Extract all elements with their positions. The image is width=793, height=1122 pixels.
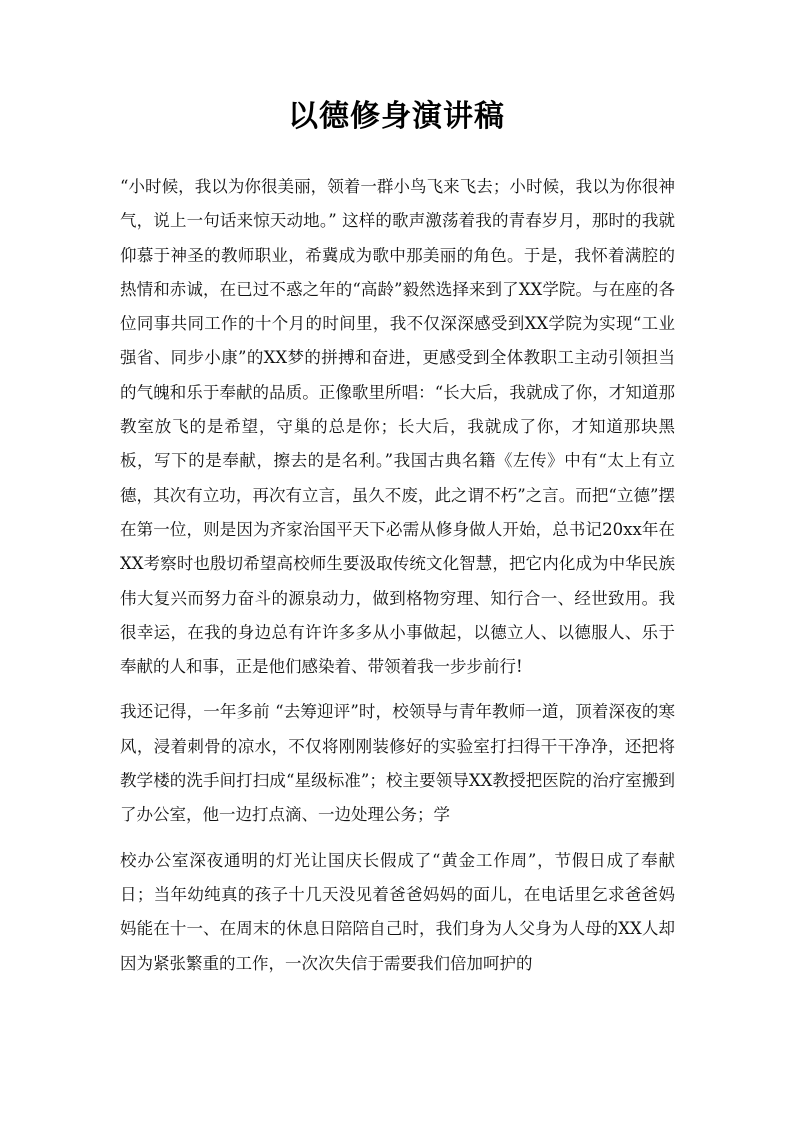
paragraph-1: “小时候，我以为你很美丽，领着一群小鸟飞来飞去；小时候，我以为你很神气，说上一句话来惊天动地。” 这样的歌声激荡着我的青春岁月，那时的我就仰慕于神圣的教师职业，希冀成为歌中那美丽的角色。于是，我怀着满腔的热情和赤诚，在已过不惑之年的“高龄”毅然选择来到了XX学院。与在座的各位同事共同工作的十个月的时间里，我不仅深深感受到XX学院为实现“工业强省、同步小康”的XX梦的拼搏和奋进，更感受到全体教职工主动引领担当的气魄和乐于奉献的品质。正像歌里所唱：“长大后，我就成了你，才知道那教室放飞的是希望，守巢的总是你；长大后，我就成了你，才知道那块黑板，写下的是奉献，擦去的是名利。”我国古典名籍《左传》中有“太上有立德，其次有立功，再次有立言，虽久不废，此之谓不朽”之言。而把“立德”摆在第一位，则是因为齐家治国平天下必需从修身做人开始，总书记20xx年在XX考察时也殷切希望高校师生要汲取传统文化智慧，把它内化成为中华民族伟大复兴而努力奋斗的源泉动力，做到格物穷理、知行合一、经世致用。我很幸运，在我的身边总有许许多多从小事做起，以德立人、以德服人、乐于奉献的人和事，正是他们感染着、带领着我一步步前行! [120, 177, 675, 677]
paragraph-3: 校办公室深夜通明的灯光让国庆长假成了“黄金工作周”，节假日成了奉献日；当年幼纯真的孩子十几天没见着爸爸妈妈的面儿，在电话里乞求爸爸妈妈能在十一、在周末的休息日陪陪自己时，我们身为人父身为人母的XX人却因为紧张繁重的工作，一次次失信于需要我们倍加呵护的 [120, 850, 675, 973]
document-body [120, 170, 675, 981]
paragraph-2: 我还记得，一年多前 “去筹迎评”时，校领导与青年教师一道，顶着深夜的寒风，浸着刺骨的凉水，不仅将刚刚装修好的实验室打扫得干干净净，还把将教学楼的洗手间打扫成“星级标准”；校主要领导XX教授把医院的治疗室搬到了办公室，他一边打点滴、一边处理公务；学 [120, 702, 675, 825]
document-title: 以德修身演讲稿 [288, 99, 505, 134]
